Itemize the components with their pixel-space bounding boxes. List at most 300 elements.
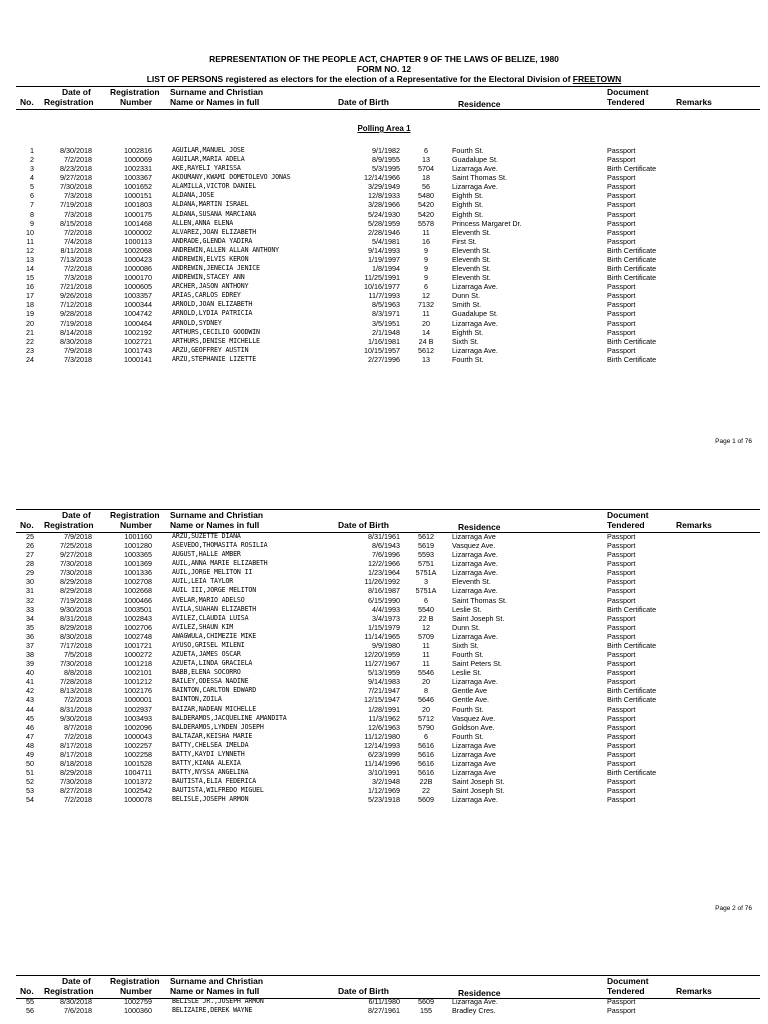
registration-number: 1002331 <box>124 164 152 174</box>
registration-date: 7/19/2018 <box>60 200 92 210</box>
document-tendered: Passport <box>607 704 636 714</box>
date-of-birth: 12/2/1966 <box>368 559 400 569</box>
table-row <box>0 328 768 337</box>
row-number: 45 <box>26 713 34 723</box>
registration-date: 7/30/2018 <box>60 559 92 569</box>
registration-date: 8/11/2018 <box>60 245 92 255</box>
residence: Fourth St. <box>452 650 484 660</box>
residence: Lizarraga Ave. <box>452 559 498 569</box>
house-number: 22B <box>419 777 433 787</box>
house-number: 5646 <box>418 695 434 705</box>
date-of-birth: 8/16/1987 <box>368 586 400 596</box>
date-of-birth: 1/23/1964 <box>368 568 400 578</box>
house-number: 9 <box>424 254 428 264</box>
residence: Eleventh St. <box>452 245 491 255</box>
registration-number: 1002096 <box>124 722 152 732</box>
residence: Fourth St. <box>452 354 484 364</box>
residence: Lizarraga Ave. <box>452 345 498 355</box>
registration-date: 7/13/2018 <box>60 254 92 264</box>
house-number: 6 <box>424 595 428 605</box>
table-row <box>0 759 768 768</box>
date-of-birth: 11/25/1991 <box>364 273 400 283</box>
header-date-bottom: Registration <box>44 97 94 107</box>
residence: Eleventh St. <box>452 227 491 237</box>
elector-name: AVILA,SUAHAN ELIZABETH <box>172 604 257 613</box>
residence: Lizarraga Ave. <box>452 586 498 596</box>
date-of-birth: 12/14/1966 <box>364 173 400 183</box>
header-reg-bottom: Number <box>120 97 153 107</box>
residence: Saint Joseph St. <box>452 786 505 796</box>
elector-name: ARTHURS,DENISE MICHELLE <box>172 336 260 345</box>
residence: Lizarraga Ave. <box>452 795 498 805</box>
registration-date: 8/29/2018 <box>60 586 92 596</box>
row-number: 6 <box>30 191 34 201</box>
document-tendered: Passport <box>607 191 636 201</box>
registration-date: 7/2/2018 <box>64 155 92 165</box>
date-of-birth: 5/28/1959 <box>368 218 400 228</box>
house-number: 11 <box>422 659 430 669</box>
date-of-birth: 11/26/1992 <box>364 577 400 587</box>
registration-date: 7/9/2018 <box>64 532 92 541</box>
date-of-birth: 2/1/1948 <box>372 327 400 337</box>
row-number: 44 <box>26 704 34 714</box>
elector-name: ALDANA,SUSANA MARCIANA <box>172 209 257 218</box>
row-number: 54 <box>26 795 34 805</box>
registration-number: 1001803 <box>124 200 152 210</box>
date-of-birth: 12/14/1993 <box>364 740 400 750</box>
row-number: 31 <box>26 586 34 596</box>
house-number: 9 <box>424 264 428 274</box>
row-number: 25 <box>26 532 34 541</box>
document-tendered: Passport <box>607 200 636 210</box>
registration-number: 1002258 <box>124 749 152 759</box>
registration-number: 1001336 <box>124 568 152 578</box>
document-tendered: Passport <box>607 532 636 541</box>
date-of-birth: 2/28/1946 <box>368 227 400 237</box>
house-number: 20 <box>422 677 430 687</box>
house-number: 8 <box>424 686 428 696</box>
row-number: 50 <box>26 759 34 768</box>
table-row <box>0 246 768 255</box>
registration-number: 1002542 <box>124 786 152 796</box>
document-tendered: Passport <box>607 731 636 741</box>
table-row <box>0 541 768 550</box>
row-number: 12 <box>26 245 34 255</box>
house-number: 5612 <box>418 345 434 355</box>
house-number: 6 <box>424 731 428 741</box>
document-tendered: Passport <box>607 155 636 165</box>
polling-area-label: Polling Area 1 <box>357 124 411 133</box>
date-of-birth: 3/4/1973 <box>372 613 400 623</box>
document-tendered: Passport <box>607 997 636 1006</box>
registration-date: 8/18/2018 <box>60 759 92 768</box>
registration-number: 1002101 <box>124 668 152 678</box>
table-row <box>0 768 768 777</box>
row-number: 56 <box>26 1006 34 1016</box>
date-of-birth: 12/6/1963 <box>368 722 400 732</box>
residence: Fourth St. <box>452 731 484 741</box>
registration-date: 8/23/2018 <box>60 164 92 174</box>
registration-date: 8/17/2018 <box>60 749 92 759</box>
document-tendered: Passport <box>607 659 636 669</box>
table-row <box>0 577 768 586</box>
house-number: 5616 <box>418 749 434 759</box>
residence: Lizarraga Ave. <box>452 997 498 1006</box>
document-tendered: Birth Certificate <box>607 354 657 364</box>
header-residence: Residence <box>458 99 501 109</box>
registration-number: 1000360 <box>124 1006 152 1016</box>
elector-name: BATTY,KIANA ALEXIA <box>172 759 241 767</box>
registration-date: 7/2/2018 <box>64 695 92 705</box>
elector-name: BATTY,NYSSA ANGELINA <box>172 768 249 777</box>
table-row <box>0 264 768 273</box>
registration-date: 7/30/2018 <box>60 182 92 192</box>
registration-number: 1000466 <box>124 595 152 605</box>
house-number: 5578 <box>418 218 434 228</box>
row-number: 16 <box>26 282 34 292</box>
date-of-birth: 9/9/1980 <box>372 640 400 650</box>
residence: First St. <box>452 236 477 246</box>
registration-number: 1001743 <box>124 345 152 355</box>
elector-name: AVILEZ,CLAUDIA LUISA <box>172 613 249 622</box>
document-tendered: Birth Certificate <box>607 264 657 274</box>
table-row <box>0 686 768 695</box>
residence: Bradley Cres. <box>452 1006 496 1016</box>
residence: Saint Joseph St. <box>452 777 505 787</box>
house-number: 5480 <box>418 191 434 201</box>
header-name-top: Surname and Christian <box>170 976 264 986</box>
row-number: 30 <box>26 577 34 587</box>
registration-number: 1000141 <box>124 354 152 364</box>
header-name-bottom: Name or Names in full <box>170 986 260 996</box>
registration-number: 1002721 <box>124 336 152 346</box>
date-of-birth: 3/28/1966 <box>368 200 400 210</box>
residence: Vasquez Ave. <box>452 541 496 551</box>
header-no: No. <box>20 520 34 530</box>
registration-date: 7/3/2018 <box>64 191 92 201</box>
row-number: 32 <box>26 595 34 605</box>
date-of-birth: 7/6/1996 <box>372 550 400 560</box>
row-number: 43 <box>26 695 34 705</box>
row-number: 1 <box>30 146 34 155</box>
elector-name: ALAMILLA,VICTOR DANIEL <box>172 182 257 191</box>
house-number: 12 <box>422 622 430 632</box>
polling-area-heading <box>0 124 768 133</box>
table-header-page-2 <box>16 509 760 533</box>
registration-date: 7/19/2018 <box>60 595 92 605</box>
table-row <box>0 146 768 155</box>
header-date-top: Date of <box>62 510 91 520</box>
registration-number: 1002192 <box>124 327 152 337</box>
row-number: 36 <box>26 631 34 641</box>
residence: Lizarraga Ave <box>452 759 496 768</box>
house-number: 5790 <box>418 722 434 732</box>
row-number: 5 <box>30 182 34 192</box>
row-number: 17 <box>26 291 34 301</box>
date-of-birth: 5/24/1930 <box>368 209 400 219</box>
residence: Lizarraga Ave <box>452 532 496 541</box>
house-number: 14 <box>422 327 430 337</box>
table-row <box>0 200 768 209</box>
residence: Lizarraga Ave <box>452 768 496 778</box>
document-tendered: Birth Certificate <box>607 695 657 705</box>
document-tendered: Passport <box>607 568 636 578</box>
row-number: 19 <box>26 309 34 319</box>
registration-number: 1003367 <box>124 173 152 183</box>
header-doc-top: Document <box>607 510 649 520</box>
registration-number: 1000170 <box>124 273 152 283</box>
table-row <box>0 337 768 346</box>
document-tendered: Birth Certificate <box>607 686 657 696</box>
elector-name: BATTY,CHELSEA IMELDA <box>172 740 249 749</box>
table-row <box>0 532 768 541</box>
row-number: 42 <box>26 686 34 696</box>
registration-date: 7/30/2018 <box>60 777 92 787</box>
table-row <box>0 164 768 173</box>
elector-name: ASEVEDO,THOMASITA ROSILIA <box>172 541 268 550</box>
row-number: 55 <box>26 997 34 1006</box>
document-tendered: Passport <box>607 146 636 155</box>
registration-number: 1002937 <box>124 704 152 714</box>
registration-number: 1002759 <box>124 997 152 1006</box>
date-of-birth: 11/27/1967 <box>364 659 400 669</box>
header-name-bottom: Name or Names in full <box>170 520 260 530</box>
registration-date: 8/31/2018 <box>60 613 92 623</box>
registration-date: 8/30/2018 <box>60 631 92 641</box>
table-row <box>0 650 768 659</box>
residence: Eleventh St. <box>452 264 491 274</box>
elector-name: BAILEY,ODESSA NADINE <box>172 677 249 686</box>
date-of-birth: 8/9/1955 <box>372 155 400 165</box>
elector-name: BAIZAR,NADEAN MICHELLE <box>172 704 257 713</box>
document-title-list <box>0 74 768 84</box>
registration-number: 1001372 <box>124 777 152 787</box>
document-tendered: Birth Certificate <box>607 768 657 778</box>
house-number: 22 B <box>418 613 434 623</box>
elector-name: BAUTISTA,ELIA FEDERICA <box>172 777 257 786</box>
residence: Eighth St. <box>452 327 484 337</box>
registration-number: 1000113 <box>124 236 152 246</box>
header-name-bottom: Name or Names in full <box>170 97 260 107</box>
header-remarks: Remarks <box>676 986 712 996</box>
table-row <box>0 705 768 714</box>
elector-name: BALDERAMOS,LYNDEN JOSEPH <box>172 722 264 731</box>
residence: Lizarraga Ave. <box>452 568 498 578</box>
document-tendered: Birth Certificate <box>607 254 657 264</box>
registration-date: 8/30/2018 <box>60 997 92 1006</box>
registration-date: 7/30/2018 <box>60 659 92 669</box>
residence: Vasquez Ave. <box>452 713 496 723</box>
house-number: 5546 <box>418 668 434 678</box>
elector-name: BABB,ELENA SOCORRO <box>172 668 241 677</box>
table-row <box>0 641 768 650</box>
house-number: 7132 <box>418 300 434 310</box>
residence: Leslie St. <box>452 604 482 614</box>
table-row <box>0 1006 768 1015</box>
house-number: 12 <box>422 291 430 301</box>
date-of-birth: 5/3/1995 <box>372 164 400 174</box>
residence: Leslie St. <box>452 668 482 678</box>
elector-name: ANDRADE,GLENDA YADIRA <box>172 236 253 245</box>
elector-name: BAINTON,ZOILA <box>172 695 222 704</box>
registration-date: 7/3/2018 <box>64 209 92 219</box>
row-number: 18 <box>26 300 34 310</box>
elector-name: BELISLE JR.,JOSEPH ARMON <box>172 997 264 1005</box>
registration-number: 1003501 <box>124 604 152 614</box>
residence: Eighth St. <box>452 200 484 210</box>
residence: Saint Joseph St. <box>452 613 505 623</box>
house-number: 5619 <box>418 541 434 551</box>
row-number: 47 <box>26 731 34 741</box>
row-number: 22 <box>26 336 34 346</box>
table-header-page-3 <box>16 975 760 999</box>
row-number: 40 <box>26 668 34 678</box>
house-number: 22 <box>422 786 430 796</box>
table-row <box>0 714 768 723</box>
table-row <box>0 614 768 623</box>
elector-name: AKOUMANY,KWAMI DOMETOLEVO JONAS <box>172 173 291 182</box>
registration-number: 1002843 <box>124 613 152 623</box>
row-number: 3 <box>30 164 34 174</box>
document-tendered: Passport <box>607 209 636 219</box>
registration-number: 1003493 <box>124 713 152 723</box>
document-tendered: Passport <box>607 182 636 192</box>
date-of-birth: 2/27/1996 <box>368 354 400 364</box>
residence: Lizarraga Ave. <box>452 318 498 328</box>
house-number: 5616 <box>418 768 434 778</box>
document-tendered: Passport <box>607 786 636 796</box>
registration-date: 7/28/2018 <box>60 677 92 687</box>
house-number: 6 <box>424 282 428 292</box>
document-tendered: Passport <box>607 795 636 805</box>
row-number: 29 <box>26 568 34 578</box>
elector-name: ARZU,SUZETTE DIANA <box>172 532 241 540</box>
registration-date: 7/19/2018 <box>60 318 92 328</box>
date-of-birth: 1/15/1979 <box>368 622 400 632</box>
document-title-form: FORM NO. 12 <box>356 64 412 74</box>
table-row <box>0 219 768 228</box>
elector-name: BALDERAMOS,JACQUELINE AMANDITA <box>172 713 287 722</box>
residence: Goldson Ave. <box>452 722 495 732</box>
date-of-birth: 3/2/1948 <box>372 777 400 787</box>
document-tendered: Passport <box>607 595 636 605</box>
date-of-birth: 1/28/1991 <box>368 704 400 714</box>
table-row <box>0 795 768 804</box>
document-tendered: Passport <box>607 650 636 660</box>
document-tendered: Passport <box>607 309 636 319</box>
row-number: 13 <box>26 254 34 264</box>
registration-number: 1002748 <box>124 631 152 641</box>
registration-date: 7/2/2018 <box>64 227 92 237</box>
row-number: 41 <box>26 677 34 687</box>
table-row <box>0 191 768 200</box>
house-number: 5609 <box>418 997 434 1006</box>
elector-name: BATTY,KAYDI LYNNETH <box>172 749 245 758</box>
registration-date: 8/30/2018 <box>60 146 92 155</box>
row-number: 49 <box>26 749 34 759</box>
registration-date: 7/4/2018 <box>64 236 92 246</box>
table-row <box>0 750 768 759</box>
table-row <box>0 155 768 164</box>
table-row <box>0 182 768 191</box>
house-number: 13 <box>422 155 430 165</box>
table-row <box>0 291 768 300</box>
document-tendered: Passport <box>607 722 636 732</box>
document-tendered: Passport <box>607 227 636 237</box>
date-of-birth: 10/16/1977 <box>364 282 400 292</box>
house-number: 20 <box>422 318 430 328</box>
registration-number: 1000086 <box>124 264 152 274</box>
row-number: 4 <box>30 173 34 183</box>
row-number: 2 <box>30 155 34 165</box>
header-date-bottom: Registration <box>44 520 94 530</box>
header-reg-top: Registration <box>110 976 160 986</box>
date-of-birth: 1/19/1997 <box>368 254 400 264</box>
row-number: 52 <box>26 777 34 787</box>
page-number: Page 1 of 76 <box>715 438 752 445</box>
table-row <box>0 559 768 568</box>
house-number: 5751 <box>418 559 434 569</box>
row-number: 28 <box>26 559 34 569</box>
elector-name: AUIL III,JORGE MELITON <box>172 586 257 595</box>
registration-date: 7/30/2018 <box>60 568 92 578</box>
header-doc-bottom: Tendered <box>607 520 645 530</box>
date-of-birth: 6/15/1990 <box>368 595 400 605</box>
elector-name: AZUETA,LINDA GRACIELA <box>172 659 253 668</box>
date-of-birth: 3/10/1991 <box>368 768 400 778</box>
date-of-birth: 12/15/1947 <box>364 695 400 705</box>
elector-name: AUIL,LEIA TAYLOR <box>172 577 234 586</box>
document-tendered: Passport <box>607 677 636 687</box>
registration-number: 1000069 <box>124 155 152 165</box>
house-number: 6 <box>424 146 428 155</box>
elector-name: ALDANA,JOSE <box>172 191 215 200</box>
registration-number: 1003357 <box>124 291 152 301</box>
date-of-birth: 1/8/1994 <box>372 264 400 274</box>
registration-number: 1001468 <box>124 218 152 228</box>
document-tendered: Passport <box>607 631 636 641</box>
row-number: 34 <box>26 613 34 623</box>
residence: Dunn St. <box>452 622 480 632</box>
header-dob: Date of Birth <box>338 986 389 996</box>
registration-number: 1002706 <box>124 622 152 632</box>
document-tendered: Passport <box>607 541 636 551</box>
registration-date: 8/27/2018 <box>60 786 92 796</box>
date-of-birth: 11/12/1980 <box>364 731 400 741</box>
header-doc-top: Document <box>607 87 649 97</box>
document-tendered: Passport <box>607 318 636 328</box>
date-of-birth: 12/8/1933 <box>368 191 400 201</box>
registration-number: 1000043 <box>124 731 152 741</box>
house-number: 5420 <box>418 200 434 210</box>
header-dob: Date of Birth <box>338 520 389 530</box>
registration-date: 7/2/2018 <box>64 731 92 741</box>
residence: Guadalupe St. <box>452 309 498 319</box>
registration-date: 8/7/2018 <box>64 722 92 732</box>
registration-number: 1002257 <box>124 740 152 750</box>
registration-number: 1001369 <box>124 559 152 569</box>
header-reg-top: Registration <box>110 87 160 97</box>
registration-number: 1001721 <box>124 640 152 650</box>
row-number: 33 <box>26 604 34 614</box>
elector-name: AUIL,JORGE MELITON II <box>172 568 253 577</box>
elector-name: AWAGWULA,CHIMEZIE MIKE <box>172 631 257 640</box>
registration-number: 1002816 <box>124 146 152 155</box>
electoral-division: FREETOWN <box>572 74 622 84</box>
registration-number: 1003365 <box>124 550 152 560</box>
registration-number: 1001280 <box>124 541 152 551</box>
date-of-birth: 3/29/1949 <box>368 182 400 192</box>
